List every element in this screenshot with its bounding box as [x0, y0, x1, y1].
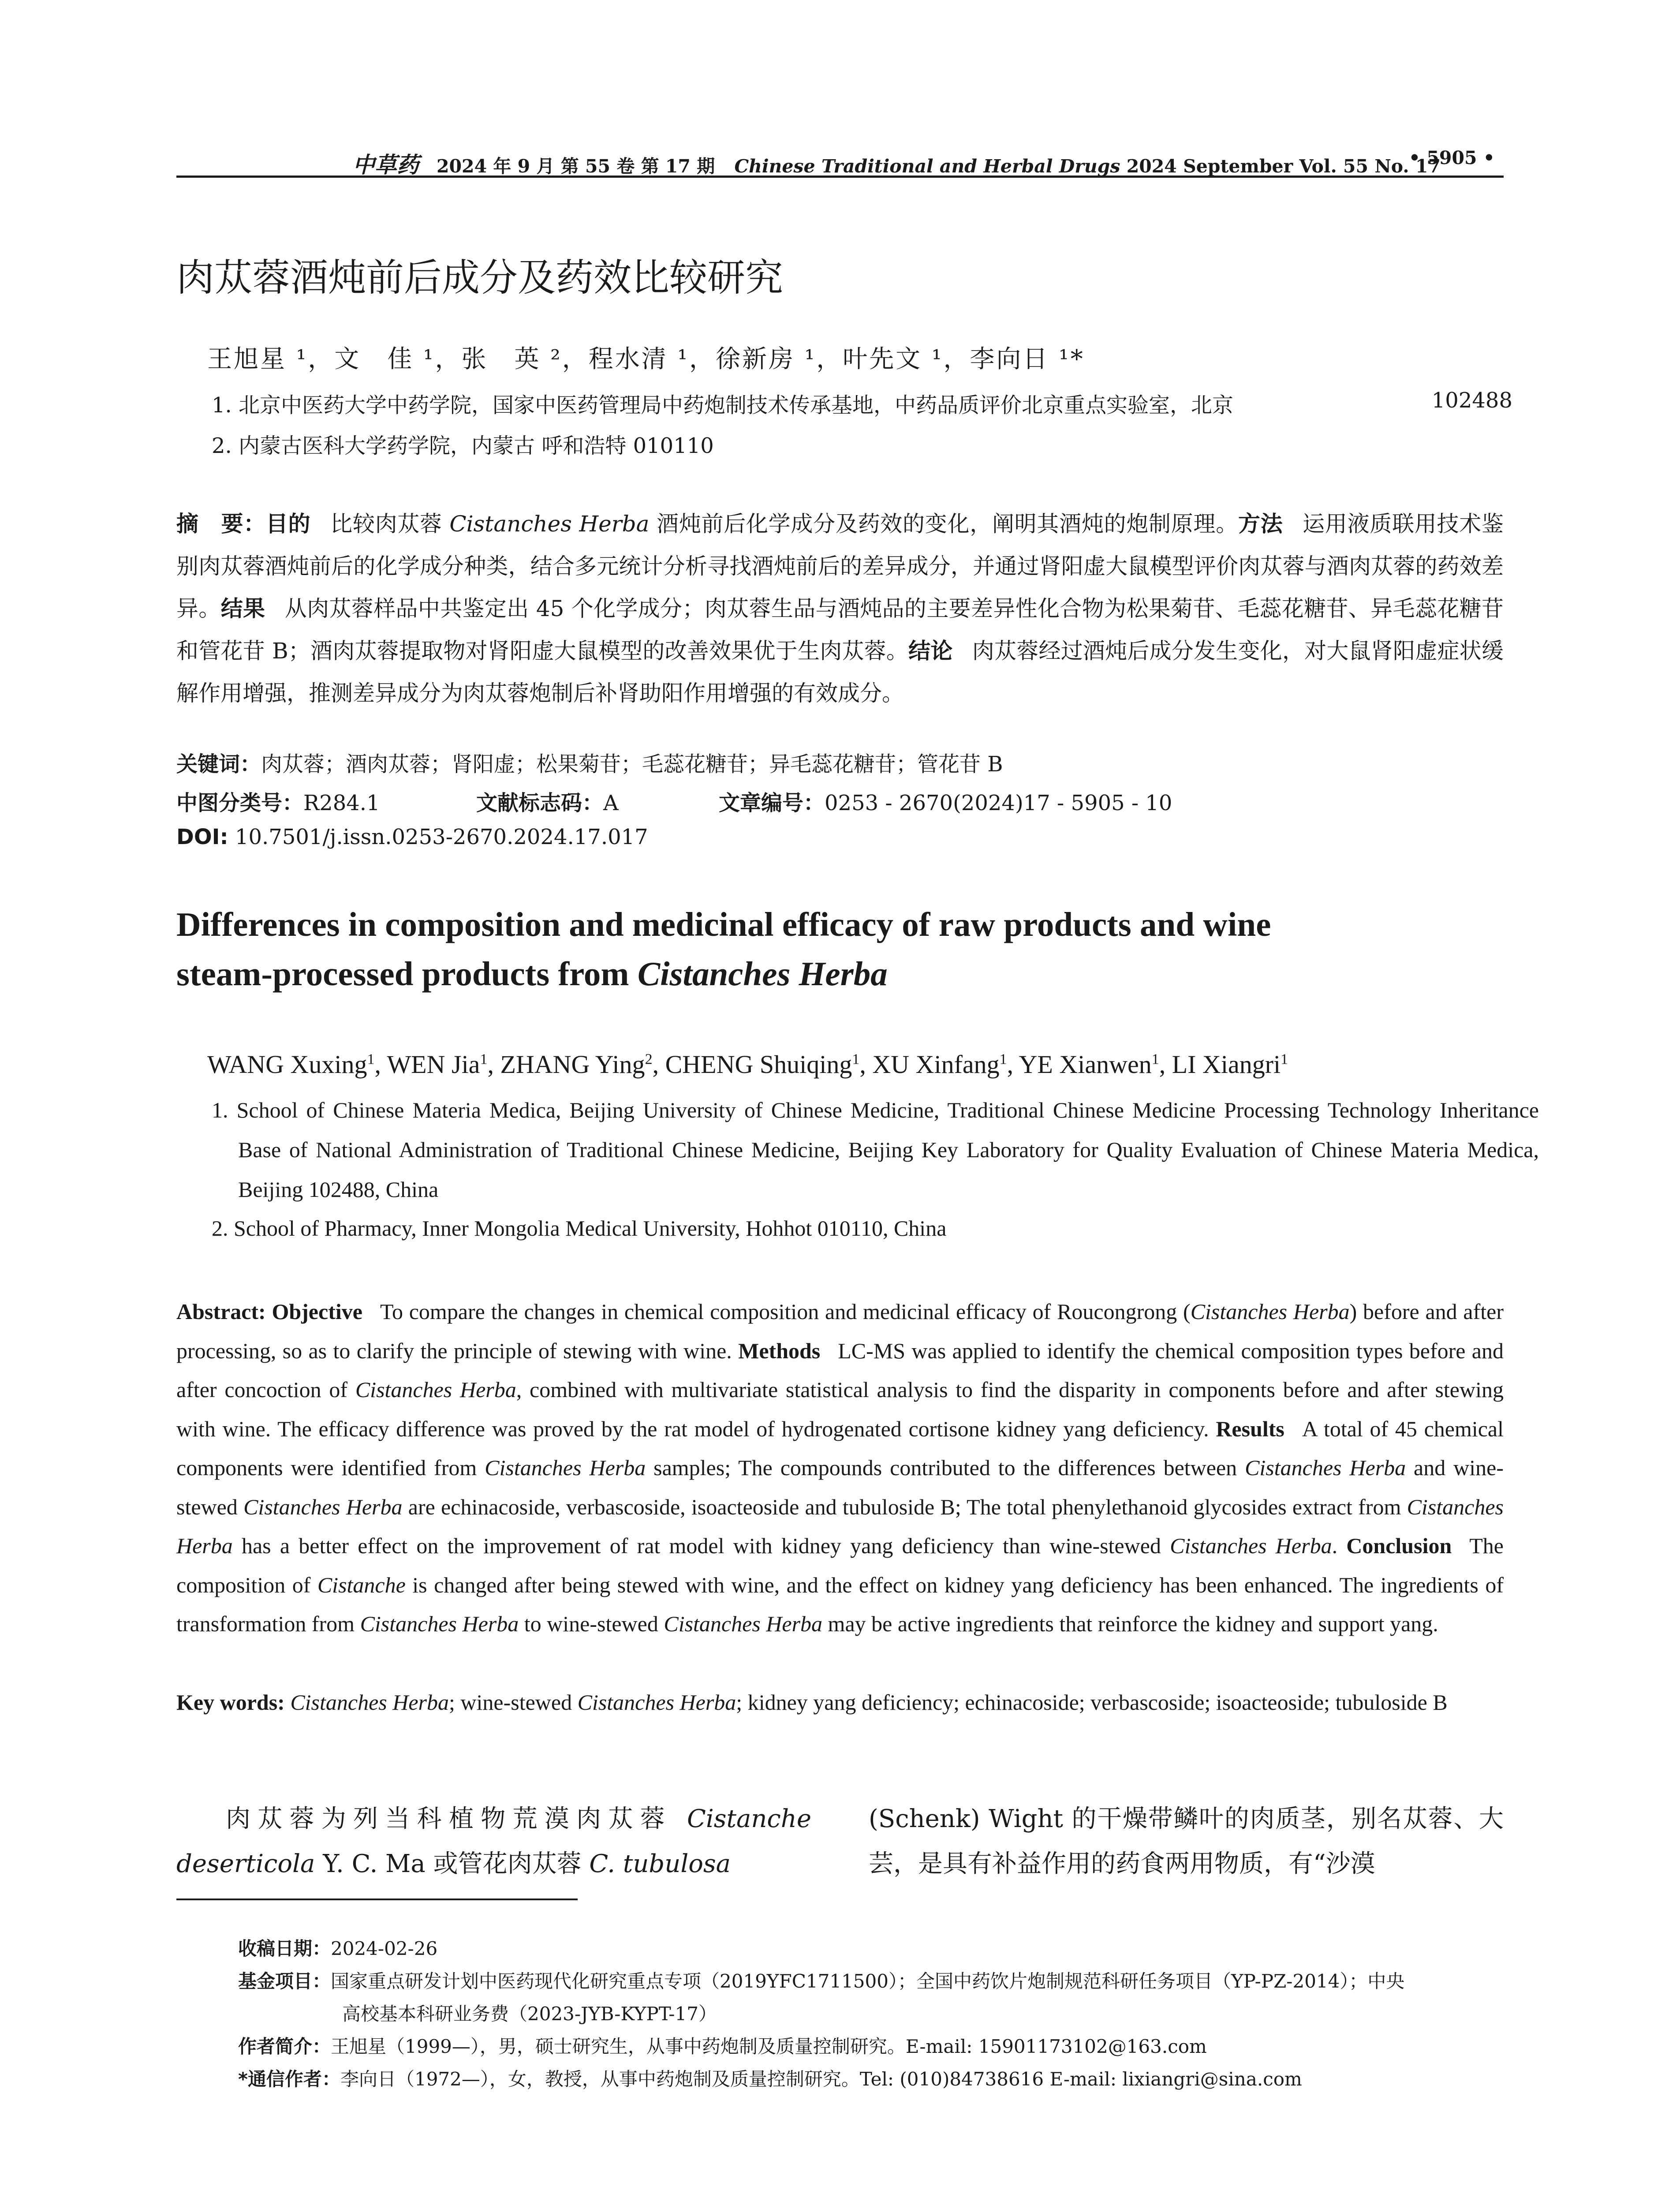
keywords-en-text: ; wine-stewed: [449, 1690, 578, 1715]
keywords-cn-text: 肉苁蓉；酒肉苁蓉；肾阳虚；松果菊苷；毛蕊花糖苷；异毛蕊花糖苷；管花苷 B: [261, 752, 1003, 777]
footnote-label: *通信作者：: [238, 2068, 340, 2090]
latin-name: Cistanches Herba: [355, 1377, 516, 1402]
author-list-en: [207, 1050, 1288, 1079]
author-separator: ,: [1007, 1050, 1019, 1079]
methods-label-en: Methods: [738, 1338, 821, 1363]
keywords-en: [176, 1683, 1504, 1722]
latin-name: Cistanches Herba: [284, 1690, 449, 1715]
keywords-cn-label: 关键词：: [176, 752, 261, 777]
abstract-en-text: to wine-stewed: [519, 1611, 664, 1636]
abstract-en-text: .: [1332, 1533, 1338, 1558]
conclusion-label-cn: 结论: [908, 638, 953, 664]
article-title-en-line2: [176, 949, 1499, 998]
footnote-received: [238, 1932, 1499, 1965]
affiliation-cn-1: [212, 388, 1512, 419]
author-affiliation-mark: 1: [1151, 1051, 1159, 1068]
doi-line: [176, 825, 648, 849]
footnote-fund: [238, 1965, 1499, 1998]
abstract-en-text: ) before and after processing, so as to clarify the principle of stewing with wine.: [176, 1299, 1504, 1363]
running-header-text: [353, 147, 1441, 179]
author-name-en: WANG Xuxing: [207, 1050, 367, 1079]
journal-name-cn: 中草药: [353, 152, 419, 178]
body-text: 肉苁蓉为列当科植物荒漠肉苁蓉: [226, 1805, 687, 1833]
footnote-divider: [176, 1899, 578, 1900]
footnote-correspondence: [238, 2063, 1499, 2096]
abstract-en-text: To compare the changes in chemical composition and medicinal efficacy of Roucongrong (: [380, 1299, 1191, 1324]
latin-name: Cistanches Herba: [664, 1611, 823, 1636]
affiliation-cn-1-postcode: 102488: [1431, 388, 1512, 413]
article-title-en: [176, 900, 1499, 998]
abstract-en-text: has a better effect on the improvement of rat model with kidney yang deficiency than wine-stewed: [232, 1533, 1170, 1558]
keywords-cn: [176, 747, 1003, 777]
title-en-latin: Cistanches Herba: [637, 955, 888, 993]
doc-code-label: 文献标志码：: [476, 791, 604, 815]
abstract-en-text: LC-MS was applied to identify the chemical composition types before and after concoction of: [176, 1338, 1504, 1402]
author-affiliation-mark: 1: [480, 1051, 488, 1068]
abstract-en-text: and wine-stewed: [176, 1455, 1504, 1519]
abstract-en-text: , combined with multivariate statistical analysis to find the disparity in components before and after stewing with wine. The efficacy difference was proved by the rat model of hydrogenated cortisone kidney yang deficiency.: [176, 1377, 1504, 1441]
author-separator: ,: [859, 1050, 873, 1079]
latin-name: Cistanches Herba: [449, 511, 650, 537]
abstract-cn: [176, 503, 1504, 714]
article-no-label: 文章编号：: [719, 791, 825, 815]
footnote-text: 李向日（1972—），女，教授，从事中药炮制及质量控制研究。Tel: (010)84738616 E-mail: lixiangri@sina.com: [340, 2068, 1302, 2090]
issue-date-cn: 2024 年 9 月 第 55 卷 第 17 期: [437, 156, 715, 177]
body-text: Y. C. Ma 或管花肉苁蓉: [315, 1850, 590, 1878]
author-name-en: XU Xinfang: [872, 1050, 1000, 1079]
author-name-en: ZHANG Ying: [500, 1050, 645, 1079]
objective-label-en: Abstract: Objective: [176, 1299, 362, 1324]
classification-line: [176, 786, 1172, 816]
latin-name: C. tubulosa: [589, 1850, 731, 1878]
footnote-text: 国家重点研发计划中医药现代化研究重点专项（2019YFC1711500）；全国中药饮片炮制规范科研任务项目（YP-PZ-2014）；中央: [331, 1970, 1405, 1992]
affiliation-en-2: 2. School of Pharmacy, Inner Mongolia Medical University, Hohhot 010110, China: [212, 1216, 947, 1241]
latin-name: Cistanches Herba: [360, 1611, 519, 1636]
article-title-cn: 肉苁蓉酒炖前后成分及药效比较研究: [176, 256, 783, 300]
author-separator: ,: [374, 1050, 387, 1079]
title-en-text: steam-processed products from: [176, 955, 638, 993]
results-label-en: Results: [1216, 1416, 1284, 1441]
clc-value: R284.1: [303, 791, 380, 815]
author-affiliation-mark: 1: [852, 1051, 860, 1068]
author-affiliation-mark: 1: [999, 1051, 1007, 1068]
objective-text-cn-2: 酒炖前后化学成分及药效的变化，阐明其酒炖的炮制原理。: [657, 511, 1238, 537]
issue-date-en: 2024 September Vol. 55 No. 17: [1120, 156, 1441, 177]
article-title-en-line1: Differences in composition and medicinal efficacy of raw products and wine: [176, 905, 1271, 943]
page-number: • 5905 •: [1408, 147, 1495, 168]
footnote-label: 作者简介：: [238, 2036, 331, 2057]
abstract-en-text: A total of 45 chemical components were identified from: [176, 1416, 1504, 1480]
latin-name: Cistanche: [317, 1572, 406, 1597]
footnotes: [238, 1932, 1499, 2096]
affiliation-cn-1-text: 1. 北京中医药大学中药学院，国家中医药管理局中药炮制技术传承基地，中药品质评价北京重点实验室，北京: [212, 393, 1234, 418]
footnote-label: 收稿日期：: [238, 1938, 331, 1959]
author-separator: ,: [487, 1050, 500, 1079]
author-name-en: WEN Jia: [387, 1050, 480, 1079]
author-name-en: LI Xiangri: [1172, 1050, 1281, 1079]
latin-name: Cistanches Herba: [176, 1494, 1504, 1558]
abstract-en: [176, 1292, 1504, 1644]
author-list-cn: 王旭星 ¹，文 佳 ¹，张 英 ²，程水清 ¹，徐新房 ¹，叶先文 ¹，李向日 ¹*: [207, 345, 1085, 374]
body-column-right: (Schenk) Wight 的干燥带鳞叶的肉质茎，别名苁蓉、大芸，是具有补益作用的药食两用物质，有“沙漠: [869, 1805, 1504, 1878]
footnote-text: 王旭星（1999—），男，硕士研究生，从事中药炮制及质量控制研究。E-mail: 15901173102@163.com: [331, 2036, 1207, 2057]
conclusion-text-cn: 肉苁蓉经过酒炖后成分发生变化，对大鼠肾阳虚症状缓解作用增强，推测差异成分为肉苁蓉炮制后补肾助阳作用增强的有效成分。: [176, 638, 1504, 706]
doc-code-value: A: [603, 791, 619, 815]
body-column-left: [176, 1797, 811, 1887]
clc-label: 中图分类号：: [176, 791, 304, 815]
doi-label: DOI:: [176, 825, 228, 849]
abstract-en-text: is changed after being stewed with wine, and the effect on kidney yang deficiency has been enhanced. The ingredients of transformation from: [176, 1572, 1504, 1636]
keywords-en-label: Key words:: [176, 1690, 285, 1715]
abstract-en-text: may be active ingredients that reinforce the kidney and support yang.: [822, 1611, 1438, 1636]
author-name-en: CHENG Shuiqing: [665, 1050, 852, 1079]
affiliation-cn-2: 2. 内蒙古医科大学药学院，内蒙古 呼和浩特 010110: [212, 434, 714, 458]
keywords-en-text: ; kidney yang deficiency; echinacoside; verbascoside; isoacteoside; tubuloside B: [736, 1690, 1448, 1715]
author-affiliation-mark: 1: [1281, 1051, 1288, 1068]
author-affiliation-mark: 2: [645, 1051, 653, 1068]
article-no-value: 0253 - 2670(2024)17 - 5905 - 10: [825, 791, 1172, 815]
latin-name: Cistanches Herba: [1245, 1455, 1406, 1480]
author-separator: ,: [652, 1050, 665, 1079]
methods-text-cn: 运用液质联用技术鉴别肉苁蓉酒炖前后的化学成分种类，结合多元统计分析寻找酒炖前后的差异成分，并通过肾阳虚大鼠模型评价肉苁蓉与酒肉苁蓉的药效差异。: [176, 511, 1504, 621]
author-name-en: YE Xianwen: [1019, 1050, 1152, 1079]
latin-name: Cistanches Herba: [577, 1690, 736, 1715]
latin-name: Cistanches Herba: [1190, 1299, 1350, 1324]
doi-value: 10.7501/j.issn.0253-2670.2024.17.017: [228, 825, 648, 849]
methods-label-cn: 方法: [1238, 511, 1283, 537]
footnote-label: 基金项目：: [238, 1970, 331, 1992]
affiliation-en-1: 1. School of Chinese Materia Medica, Beijing University of Chinese Medicine, Traditional Chinese Medicine Processing Technology Inheritance Base of National Administration of Traditional Chinese Medicine, Beijing Key Laboratory for Quality Evaluation of Chinese Materia Medica, Beijing 102488, China: [212, 1098, 1539, 1202]
latin-name: Cistanches Herba: [1170, 1533, 1332, 1558]
objective-label-cn: 目的: [265, 511, 311, 537]
abstract-cn-label: 摘 要：: [176, 511, 266, 537]
latin-name: Cistanches Herba: [243, 1494, 403, 1519]
results-label-cn: 结果: [220, 596, 265, 621]
abstract-en-text: samples; The compounds contributed to the differences between: [646, 1455, 1245, 1480]
footnote-bio: [238, 2030, 1499, 2063]
footnote-text: 2024-02-26: [331, 1938, 438, 1959]
footnote-fund-cont: 高校基本科研业务费（2023-JYB-KYPT-17）: [342, 2003, 717, 2025]
author-separator: ,: [1159, 1050, 1172, 1079]
abstract-en-text: The composition of: [176, 1533, 1504, 1597]
abstract-en-text: are echinacoside, verbascoside, isoacteoside and tubuloside B; The total phenylethanoid glycosides extract from: [402, 1494, 1407, 1519]
latin-name: Cistanche deserticola: [176, 1805, 811, 1878]
journal-name-en: Chinese Traditional and Herbal Drugs: [734, 156, 1120, 177]
objective-text-cn: 比较肉苁蓉: [330, 511, 442, 537]
results-text-cn: 从肉苁蓉样品中共鉴定出 45 个化学成分；肉苁蓉生品与酒炖品的主要差异性化合物为松果菊苷、毛蕊花糖苷、异毛蕊花糖苷和管花苷 B；酒肉苁蓉提取物对肾阳虚大鼠模型的改善效果优于生肉苁蓉。: [176, 596, 1504, 664]
author-affiliation-mark: 1: [367, 1051, 375, 1068]
conclusion-label-en: Conclusion: [1346, 1533, 1452, 1558]
running-header: [176, 140, 1504, 178]
latin-name: Cistanches Herba: [485, 1455, 646, 1480]
